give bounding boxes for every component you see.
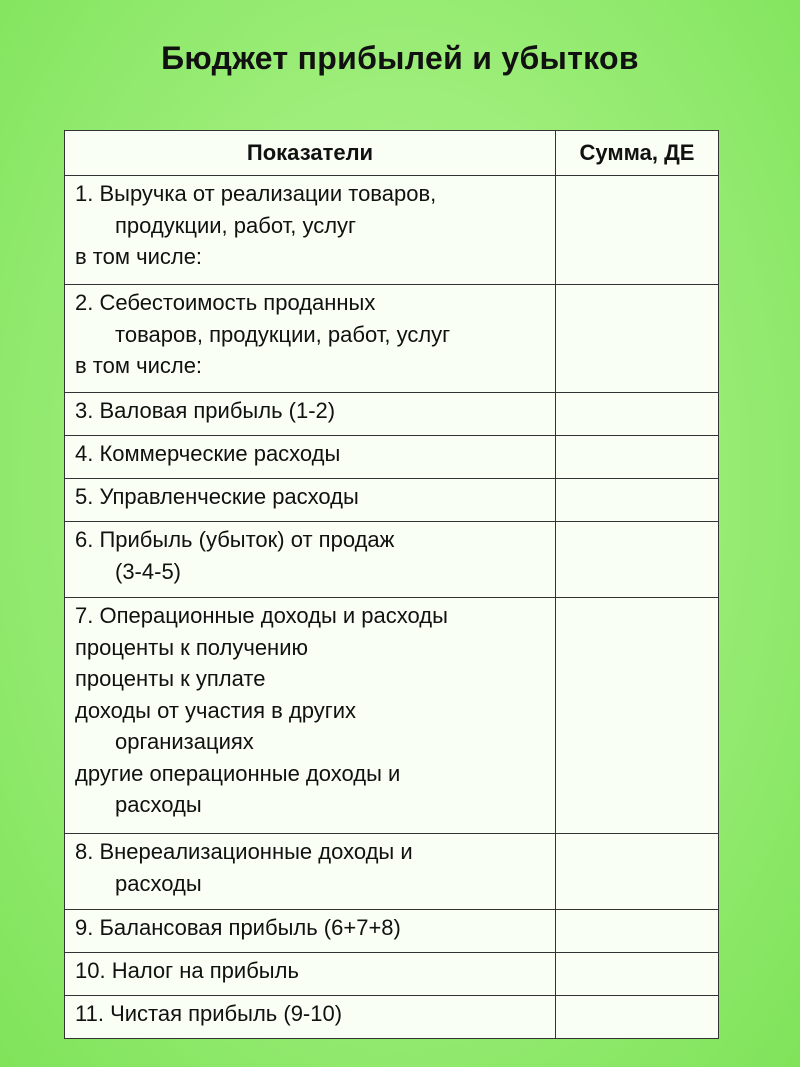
- indicator-line: в том числе:: [75, 353, 203, 378]
- indicator-cell: [65, 522, 556, 598]
- indicator-line: расходы: [115, 792, 202, 817]
- amount-cell[interactable]: [556, 598, 719, 834]
- indicator-line: проценты к уплате: [75, 666, 266, 691]
- amount-cell[interactable]: [556, 953, 719, 996]
- table-row: [65, 285, 719, 393]
- indicator-line: товаров, продукции, работ, услуг: [115, 321, 451, 347]
- amount-cell[interactable]: [556, 436, 719, 479]
- amount-cell[interactable]: [556, 479, 719, 522]
- indicator-line: другие операционные доходы и: [75, 760, 401, 786]
- indicator-line: 10. Налог на прибыль: [75, 958, 299, 983]
- indicator-cell: [65, 436, 556, 479]
- indicator-line: проценты к получению: [75, 634, 308, 660]
- indicator-cell: [65, 910, 556, 953]
- indicator-cell: [65, 393, 556, 436]
- indicator-line: организациях: [115, 729, 254, 754]
- amount-cell[interactable]: [556, 176, 719, 285]
- amount-cell[interactable]: [556, 996, 719, 1039]
- amount-cell[interactable]: [556, 393, 719, 436]
- indicator-cell: [65, 996, 556, 1039]
- indicator-cell: [65, 953, 556, 996]
- indicator-line: расходы: [115, 870, 202, 896]
- indicator-line: 6. Прибыль (убыток) от продаж: [75, 527, 395, 552]
- amount-cell[interactable]: [556, 910, 719, 953]
- indicator-line: 8. Внереализационные доходы и: [75, 839, 413, 864]
- table-row: [65, 834, 719, 910]
- table-row: [65, 598, 719, 834]
- table-row: [65, 176, 719, 285]
- table-row: [65, 910, 719, 953]
- table-row: [65, 996, 719, 1039]
- table-row: [65, 393, 719, 436]
- amount-cell[interactable]: [556, 522, 719, 598]
- indicator-line: 4. Коммерческие расходы: [75, 441, 341, 466]
- indicator-cell: [65, 834, 556, 910]
- indicator-cell: [65, 479, 556, 522]
- table-row: [65, 953, 719, 996]
- column-header-amount: Сумма, ДЕ: [556, 131, 719, 176]
- table-row: [65, 479, 719, 522]
- budget-table: [64, 130, 719, 1039]
- indicator-cell: [65, 285, 556, 393]
- amount-cell[interactable]: [556, 834, 719, 910]
- column-header-indicators: Показатели: [65, 131, 556, 176]
- indicator-cell: [65, 176, 556, 285]
- indicator-line: (3-4-5): [115, 558, 182, 584]
- indicator-line: 5. Управленческие расходы: [75, 484, 359, 509]
- indicator-line: 7. Операционные доходы и расходы: [75, 603, 448, 628]
- indicator-line: 9. Балансовая прибыль (6+7+8): [75, 915, 401, 940]
- table-row: [65, 436, 719, 479]
- table-header-row: [65, 131, 719, 176]
- amount-cell[interactable]: [556, 285, 719, 393]
- indicator-line: продукции, работ, услуг: [115, 212, 357, 238]
- indicator-cell: [65, 598, 556, 834]
- table-row: [65, 522, 719, 598]
- indicator-line: 11. Чистая прибыль (9-10): [75, 1001, 343, 1026]
- indicator-line: в том числе:: [75, 244, 203, 269]
- indicator-line: 3. Валовая прибыль (1-2): [75, 398, 336, 423]
- indicator-line: 2. Себестоимость проданных: [75, 290, 376, 315]
- indicator-line: доходы от участия в других: [75, 697, 357, 723]
- page-title: Бюджет прибылей и убытков: [161, 40, 639, 76]
- indicator-line: 1. Выручка от реализации товаров,: [75, 181, 437, 206]
